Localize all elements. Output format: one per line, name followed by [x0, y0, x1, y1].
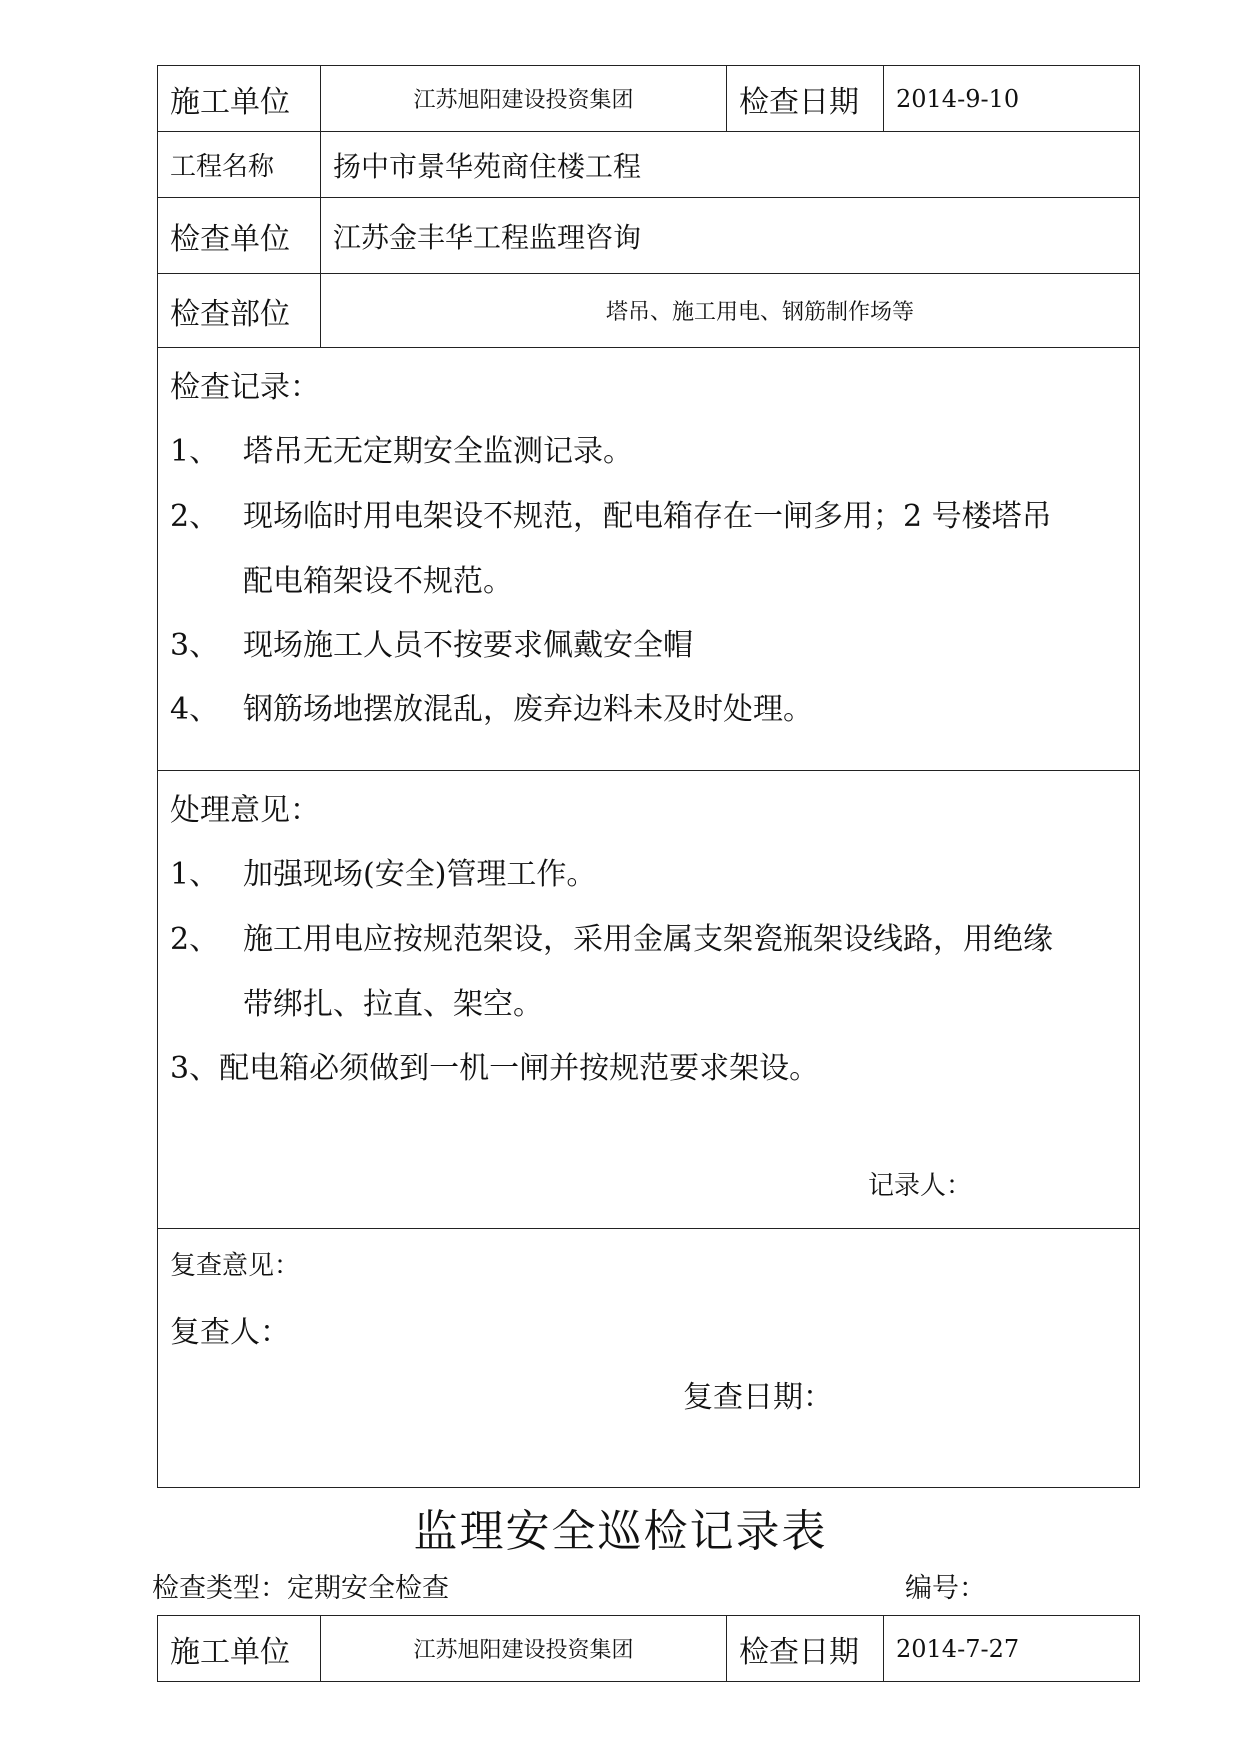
reviewer-label: 复查人： [170, 1315, 290, 1350]
document-title: 监理安全巡检记录表 [413, 1506, 828, 1557]
handling-opinion-section [158, 771, 1140, 1229]
inspection-form-upper [157, 65, 1140, 1488]
construction-unit-label: 施工单位 [158, 1616, 321, 1682]
number-label: 编号： [905, 1573, 986, 1604]
list-item: 3、配电箱必须做到一机一闸并按规范要求架设。 [170, 1051, 820, 1086]
review-opinion-label: 复查意见： [170, 1251, 301, 1281]
list-item-continuation: 配电箱架设不规范。 [243, 564, 513, 599]
list-item: 1、 塔吊无无定期安全监测记录。 [170, 434, 633, 469]
review-section [158, 1229, 1140, 1488]
check-date-label: 检查日期 [727, 66, 884, 132]
project-name-label: 工程名称 [158, 132, 321, 198]
check-date-value: 2014-9-10 [884, 66, 1140, 132]
list-item: 4、 钢筋场地摆放混乱，废弃边料未及时处理。 [170, 692, 813, 727]
check-date-value: 2014-7-27 [884, 1616, 1140, 1682]
list-item: 2、 现场临时用电架设不规范，配电箱存在一闸多用；2 号楼塔吊 [170, 499, 1052, 534]
inspection-record-title: 检查记录： [170, 370, 320, 405]
inspection-form-lower [157, 1615, 1140, 1682]
list-item: 3、 现场施工人员不按要求佩戴安全帽 [170, 628, 693, 663]
check-area-value: 塔吊、施工用电、钢筋制作场等 [321, 274, 1140, 348]
review-date-label: 复查日期： [683, 1380, 833, 1415]
list-item-continuation: 带绑扎、拉直、架空。 [243, 987, 543, 1022]
list-item: 2、 施工用电应按规范架设，采用金属支架瓷瓶架设线路，用绝缘 [170, 922, 1053, 957]
check-date-label: 检查日期 [727, 1616, 884, 1682]
construction-unit-value: 江苏旭阳建设投资集团 [321, 66, 727, 132]
check-unit-value: 江苏金丰华工程监理咨询 [321, 198, 1140, 274]
check-area-label: 检查部位 [158, 274, 321, 348]
construction-unit-value: 江苏旭阳建设投资集团 [321, 1616, 727, 1682]
list-item: 1、 加强现场(安全)管理工作。 [170, 857, 597, 892]
handling-opinion-title: 处理意见： [170, 793, 320, 828]
recorder-label: 记录人： [868, 1171, 973, 1201]
inspection-record-section [158, 348, 1140, 771]
project-name-value: 扬中市景华苑商住楼工程 [321, 132, 1140, 198]
check-type-label: 检查类型：定期安全检查 [152, 1573, 449, 1604]
check-unit-label: 检查单位 [158, 198, 321, 274]
construction-unit-label: 施工单位 [158, 66, 321, 132]
